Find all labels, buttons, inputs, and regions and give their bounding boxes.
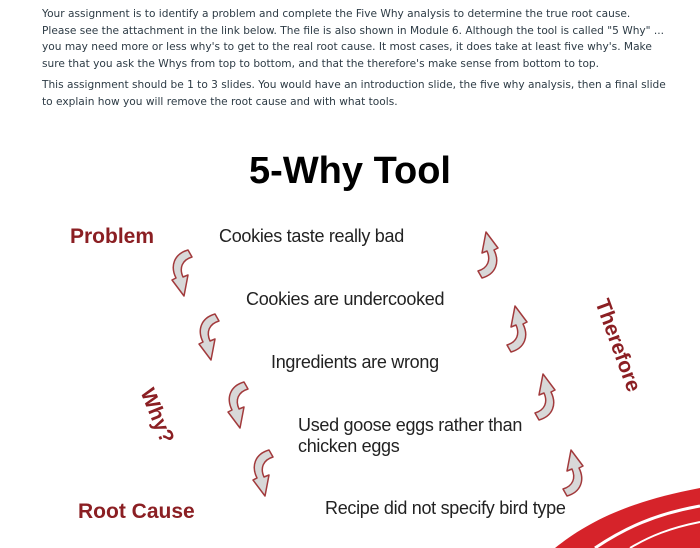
root-cause-label: Root Cause [78,500,195,523]
step-4-line-2: chicken eggs [298,436,400,456]
corner-swoosh-graphic [555,484,700,548]
curved-up-arrow-icon [503,302,533,354]
instructions-paragraph-2: This assignment should be 1 to 3 slides. You would have an introduction slide, the five why analysis, then a final slide to explain how you will remove the root cause and with what tools. [42,79,666,108]
step-3: Ingredients are wrong [271,352,439,372]
why-label: Why? [135,385,179,447]
figure-title: 5-Why Tool [249,150,451,192]
step-5: Recipe did not specify bird type [325,498,566,518]
curved-down-arrow-icon [224,380,254,432]
instructions-paragraph-1: Your assignment is to identify a problem and complete the Five Why analysis to determine the true root cause. Please see the attachment in the link below. The file is also shown in Module 6. Although the tool is called "5 Why" ... you may need more or less why's to get to the real root cause. It most cases, it does take at least five why's. Make sure that you ask the Whys from top to bottom, and that the therefore's make sense from bottom to top. [42,8,665,70]
curved-up-arrow-icon [531,370,561,422]
curved-up-arrow-icon [474,228,504,280]
curved-down-arrow-icon [249,448,279,500]
therefore-label: Therefore [590,296,646,395]
step-4-line-1: Used goose eggs rather than [298,415,523,435]
curved-down-arrow-icon [195,312,225,364]
step-2: Cookies are undercooked [246,289,445,309]
step-1: Cookies taste really bad [219,226,404,246]
curved-down-arrow-icon [168,248,198,300]
problem-label: Problem [70,225,155,248]
